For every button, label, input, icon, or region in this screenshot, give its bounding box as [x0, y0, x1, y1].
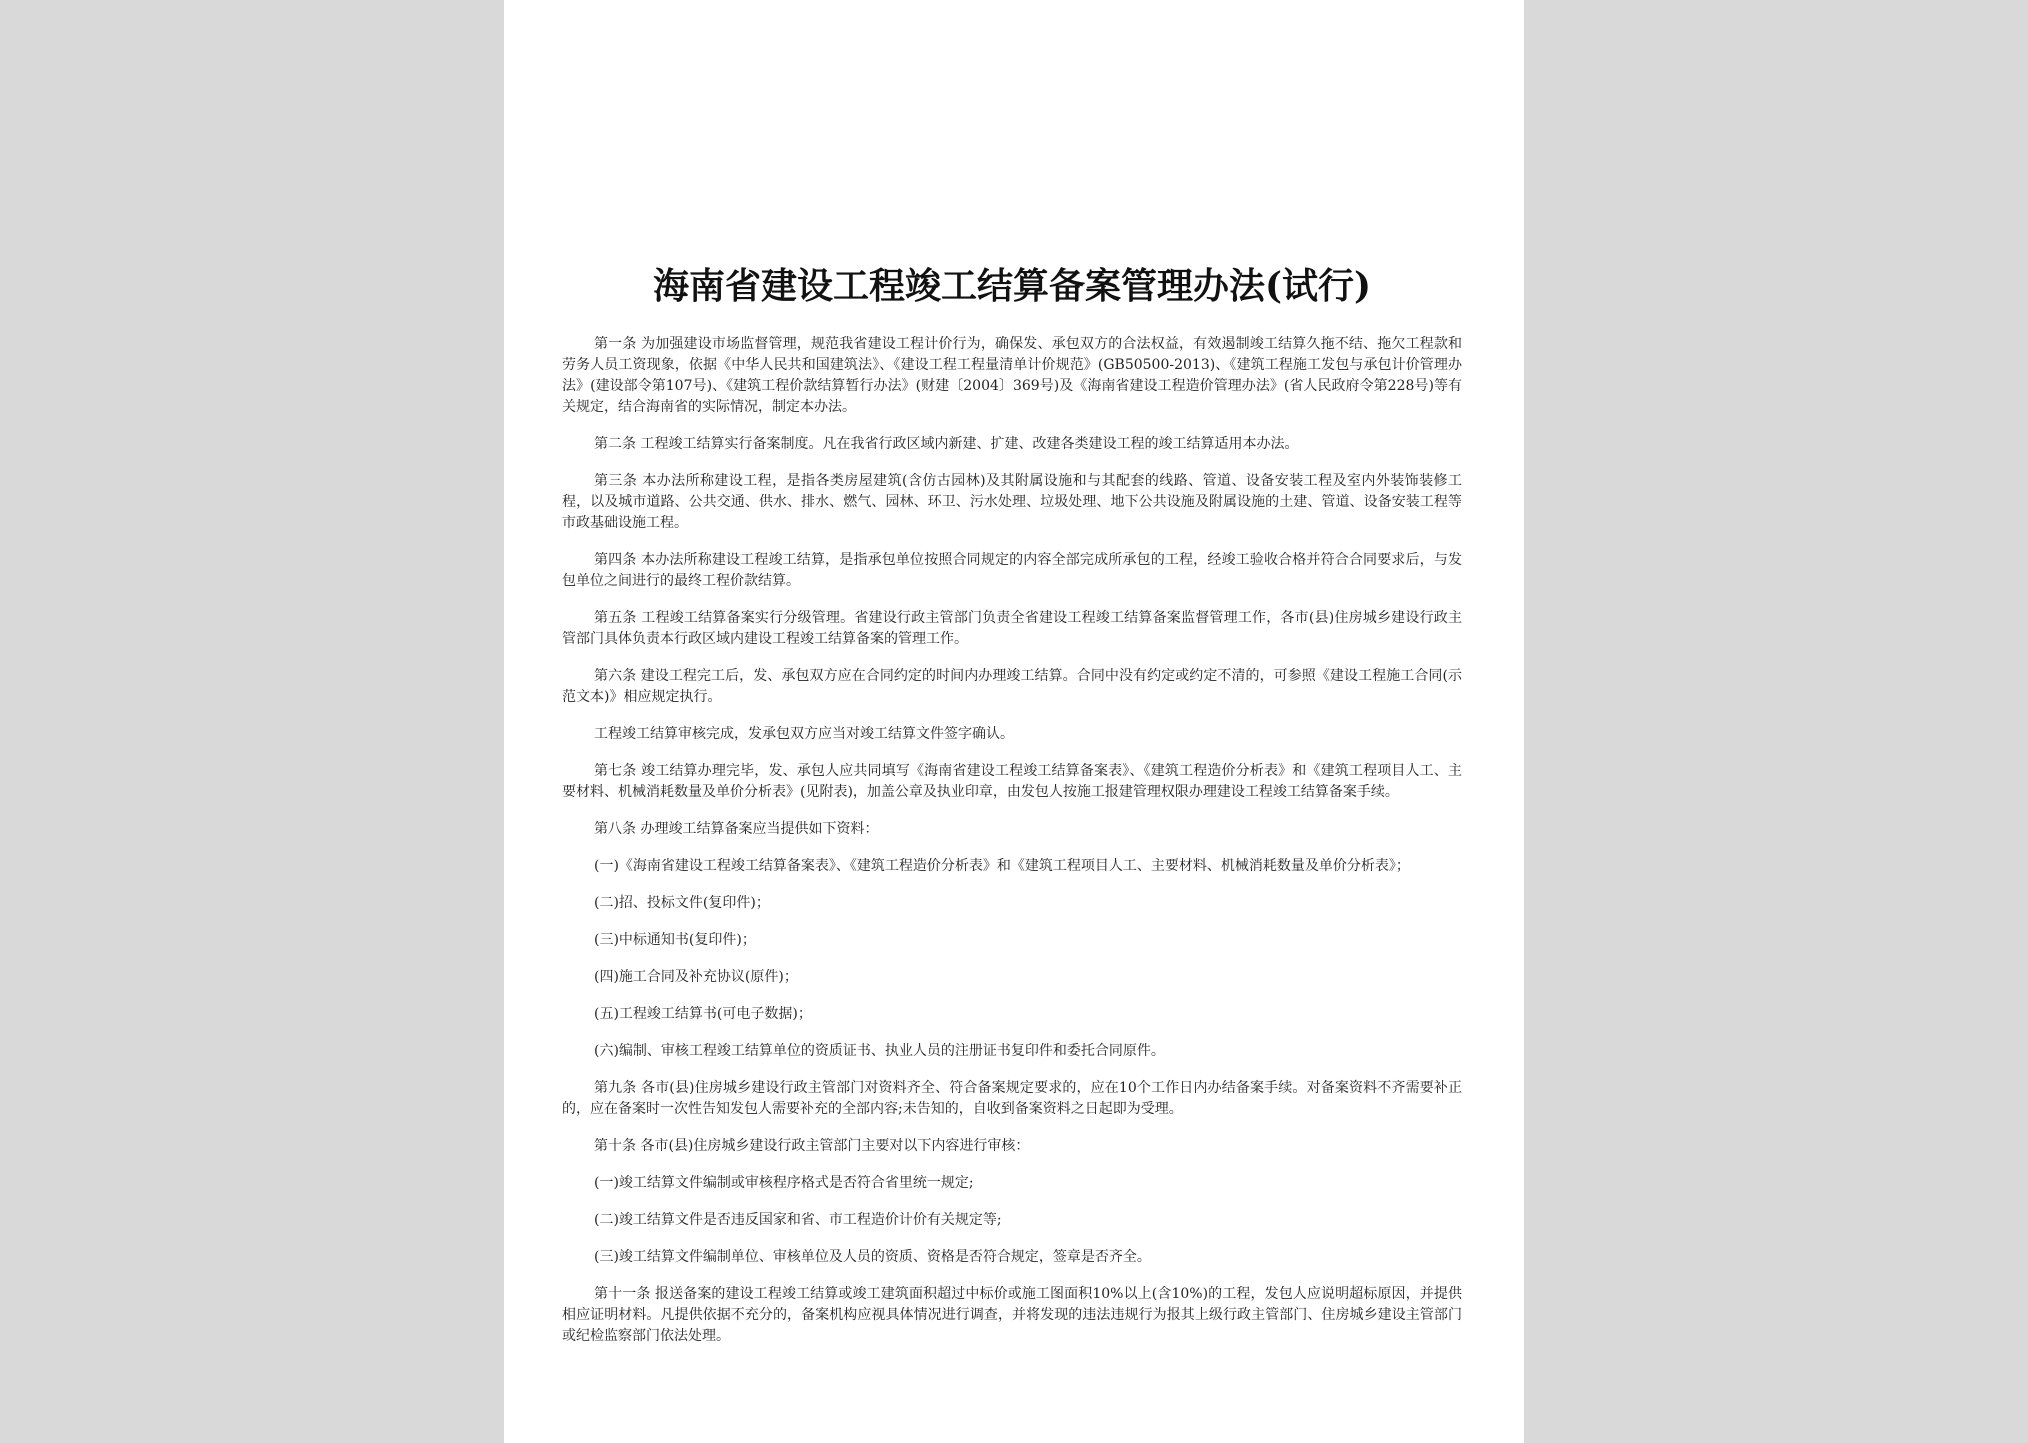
article-7: 第七条 竣工结算办理完毕，发、承包人应共同填写《海南省建设工程竣工结算备案表》、《建筑工程造价分析表》和《建筑工程项目人工、主要材料、机械消耗数量及单价分析表》(见附表)，加盖公章及执业印章，由发包人按施工报建管理权限办理建设工程竣工结算备案手续。: [562, 763, 1462, 800]
article-3: 第三条 本办法所称建设工程，是指各类房屋建筑(含仿古园林)及其附属设施和与其配套的线路、管道、设备安装工程及室内外装饰装修工程，以及城市道路、公共交通、供水、排水、燃气、园林、环卫、污水处理、垃圾处理、地下公共设施及附属设施的土建、管道、设备安装工程等市政基础设施工程。: [562, 473, 1462, 531]
article-4: 第四条 本办法所称建设工程竣工结算，是指承包单位按照合同规定的内容全部完成所承包的工程，经竣工验收合格并符合合同要求后，与发包单位之间进行的最终工程价款结算。: [562, 552, 1462, 589]
document-page: [504, 0, 1524, 1443]
article-11: 第十一条 报送备案的建设工程竣工结算或竣工建筑面积超过中标价或施工图面积10%以上(含10%)的工程，发包人应说明超标原因，并提供相应证明材料。凡提供依据不充分的，备案机构应视具体情况进行调查，并将发现的违法违规行为报其上级行政主管部门、住房城乡建设主管部门或纪检监察部门依法处理。: [562, 1286, 1462, 1344]
article-8-item-2: (二)招、投标文件(复印件)；: [594, 895, 770, 911]
article-1: 第一条 为加强建设市场监督管理，规范我省建设工程计价行为，确保发、承包双方的合法权益，有效遏制竣工结算久拖不结、拖欠工程款和劳务人员工资现象，依据《中华人民共和国建筑法》、《建设工程工程量清单计价规范》(GB50500-2013)、《建筑工程施工发包与承包计价管理办法》(建设部令第107号)、《建筑工程价款结算暂行办法》(财建〔2004〕369号)及《海南省建设工程造价管理办法》(省人民政府令第228号)等有关规定，结合海南省的实际情况，制定本办法。: [562, 336, 1462, 415]
article-6: 第六条 建设工程完工后，发、承包双方应在合同约定的时间内办理竣工结算。合同中没有约定或约定不清的，可参照《建设工程施工合同(示范文本)》相应规定执行。: [562, 668, 1462, 705]
article-10-item-1: (一)竣工结算文件编制或审核程序格式是否符合省里统一规定;: [594, 1175, 974, 1191]
document-body: [562, 334, 1462, 1347]
article-8-item-5: (五)工程竣工结算书(可电子数据)；: [594, 1006, 812, 1022]
article-10-item-3: (三)竣工结算文件编制单位、审核单位及人员的资质、资格是否符合规定，签章是否齐全。: [594, 1249, 1151, 1265]
article-8-item-4: (四)施工合同及补充协议(原件)；: [594, 969, 798, 985]
article-8: 第八条 办理竣工结算备案应当提供如下资料：: [594, 821, 879, 837]
article-5: 第五条 工程竣工结算备案实行分级管理。省建设行政主管部门负责全省建设工程竣工结算备案监督管理工作，各市(县)住房城乡建设行政主管部门具体负责本行政区域内建设工程竣工结算备案的管理工作。: [562, 610, 1462, 647]
article-6-supplement: 工程竣工结算审核完成，发承包双方应当对竣工结算文件签字确认。: [594, 726, 1014, 742]
article-9: 第九条 各市(县)住房城乡建设行政主管部门对资料齐全、符合备案规定要求的，应在10个工作日内办结备案手续。对备案资料不齐需要补正的，应在备案时一次性告知发包人需要补充的全部内容;未告知的，自收到备案资料之日起即为受理。: [562, 1080, 1462, 1117]
article-10: 第十条 各市(县)住房城乡建设行政主管部门主要对以下内容进行审核：: [594, 1138, 1030, 1154]
article-8-item-1: (一)《海南省建设工程竣工结算备案表》、《建筑工程造价分析表》和《建筑工程项目人工、主要材料、机械消耗数量及单价分析表》；: [594, 858, 1410, 874]
article-8-item-6: (六)编制、审核工程竣工结算单位的资质证书、执业人员的注册证书复印件和委托合同原件。: [594, 1043, 1165, 1059]
document-title: 海南省建设工程竣工结算备案管理办法(试行): [652, 265, 1372, 307]
article-10-item-2: (二)竣工结算文件是否违反国家和省、市工程造价计价有关规定等;: [594, 1212, 1002, 1228]
article-8-item-3: (三)中标通知书(复印件)；: [594, 932, 756, 948]
article-2: 第二条 工程竣工结算实行备案制度。凡在我省行政区域内新建、扩建、改建各类建设工程的竣工结算适用本办法。: [594, 436, 1299, 452]
